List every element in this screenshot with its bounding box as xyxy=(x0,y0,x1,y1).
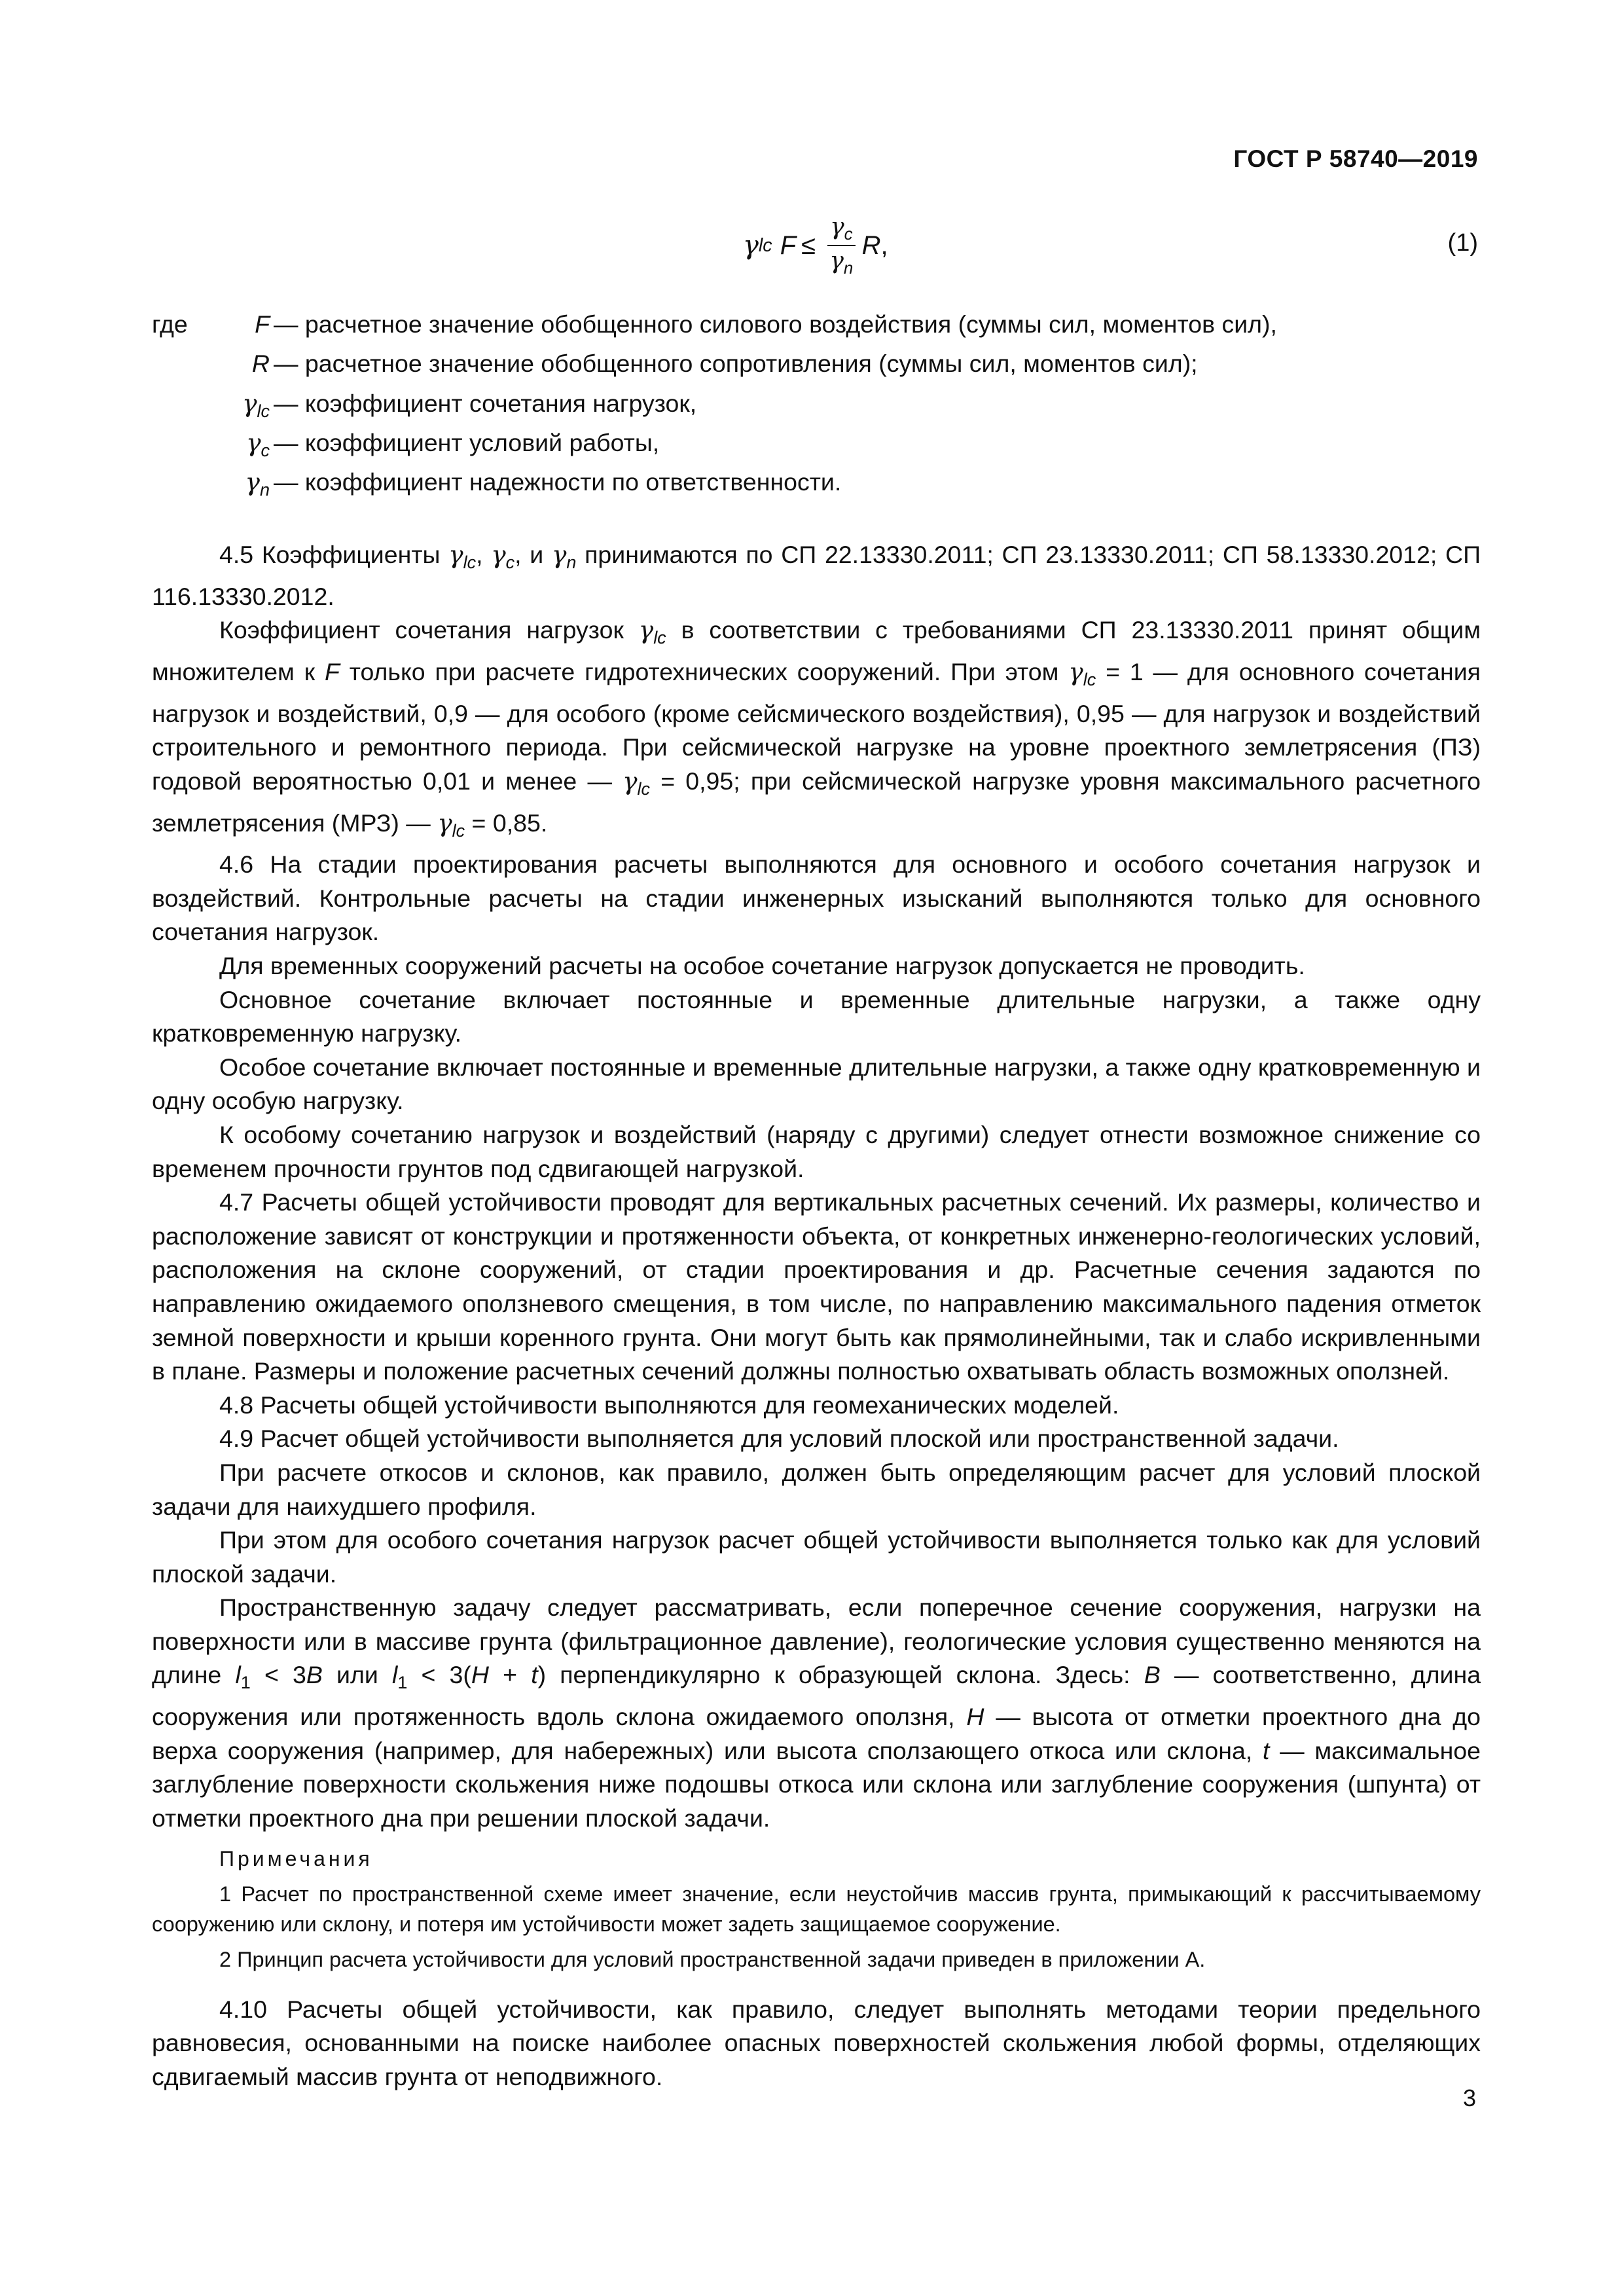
paragraph-4-7: 4.7 Расчеты общей устойчивости проводят для вертикальных расчетных сечений. Их размеры, количество и расположение зависят от конструкции и протяженности объекта, от конкретных инженерно-геологических условий, расположения на склоне сооружений, от стадии проектирования и др. Расчетные сечения задаются по направлению ожидаемого оползневого смещения, в том числе, по направлению максимального падения отметок земной поверхности и крыши коренного грунта. Они могут быть как прямолинейными, так и слабо искривленными в плане. Размеры и положение расчетных сечений должны полностью охватывать область возможных оползней. xyxy=(152,1188,1481,1385)
where-label: где xyxy=(152,310,188,338)
definition-text: — коэффициент условий работы, xyxy=(274,429,660,456)
definition-symbol xyxy=(229,389,274,422)
text-run: < 3 xyxy=(264,1661,306,1689)
formula-numerator xyxy=(827,213,855,246)
definition-item xyxy=(152,389,1481,428)
text-run: только при расчете гидротехнических сооружений. При этом xyxy=(349,657,1059,685)
formula-den-sub: n xyxy=(843,259,854,278)
equation-number: (1) xyxy=(1447,229,1478,257)
definition-sub: c xyxy=(261,441,270,461)
gamma-symbol: γ xyxy=(623,766,638,795)
definition-gamma: γ xyxy=(245,467,260,496)
paragraph-4-6: 4.6 На стадии проектирования расчеты выполняются для основного и особого сочетания нагрузок и воздействий. Контрольные расчеты на стадии инженерных изысканий выполняются только для основного сочетания нагрузок. xyxy=(152,850,1481,946)
definition-sub: lc xyxy=(257,401,270,422)
notes-heading: Примечания xyxy=(219,1846,373,1870)
symbol-l: l xyxy=(391,1661,398,1689)
definition-text: — коэффициент надежности по ответственности. xyxy=(274,468,842,496)
text-run: , и xyxy=(514,541,544,568)
paragraph-4-9-slopes: При расчете откосов и склонов, как правило, должен быть определяющим расчет для условий плоской задачи для наихудшего профиля. xyxy=(152,1458,1481,1520)
paragraph-4-5-coefficient xyxy=(152,613,1481,848)
standard-number: ГОСТ Р 58740—2019 xyxy=(1233,145,1478,172)
symbol-B: B xyxy=(1144,1661,1161,1689)
gamma-symbol: γ xyxy=(638,615,654,645)
page-number: 3 xyxy=(1462,2085,1476,2111)
gamma-sub: lc xyxy=(463,553,477,573)
formula-den-gamma: γ xyxy=(829,247,844,275)
text-run: = 0,85. xyxy=(471,809,548,837)
definition-symbol: R xyxy=(251,350,270,377)
formula-sub-lc: lc xyxy=(758,234,772,256)
text-run: = 0,95; при сейсмической нагрузке уровня максимального расчетного землетрясения (МРЗ) — xyxy=(152,767,1481,837)
paragraph-4-8: 4.8 Расчеты общей устойчивости выполняются для геомеханических моделей. xyxy=(219,1391,1119,1419)
definition-text: — расчетное значение обобщенного силового воздействия (суммы сил, моментов сил), xyxy=(274,310,1277,338)
text-run: + xyxy=(489,1661,532,1689)
formula-block xyxy=(0,208,1624,287)
definition-text: — расчетное значение обобщенного сопротивления (суммы сил, моментов сил); xyxy=(274,350,1198,377)
definitions-list xyxy=(152,310,1481,507)
definition-gamma: γ xyxy=(242,389,257,418)
gamma-sub: lc xyxy=(452,820,465,841)
symbol-sub: 1 xyxy=(240,1673,251,1693)
formula-1 xyxy=(743,213,888,278)
definition-symbol xyxy=(229,467,274,500)
paragraph-4-9: 4.9 Расчет общей устойчивости выполняется для условий плоской или пространственной задачи. xyxy=(219,1425,1339,1453)
symbol-t: t xyxy=(1262,1736,1270,1764)
formula-num-sub: c xyxy=(844,225,853,244)
gamma-symbol: γ xyxy=(551,540,567,569)
paragraph-4-6-reduction: К особому сочетанию нагрузок и воздействий (наряду с другими) следует отнести возможное снижение со временем прочности грунтов под сдвигающей нагрузкой. xyxy=(152,1120,1481,1182)
text-run: 4.5 Коэффициенты xyxy=(219,541,441,568)
paragraph-4-6-temporary: Для временных сооружений расчеты на особое сочетание нагрузок допускается не проводить. xyxy=(219,952,1305,979)
text-run: , xyxy=(476,541,483,568)
formula-leq: ≤ xyxy=(801,230,816,260)
gamma-sub: n xyxy=(566,553,577,573)
definition-item xyxy=(152,350,1481,389)
text-run: < 3( xyxy=(421,1661,471,1689)
formula-R: R xyxy=(861,230,881,260)
gamma-symbol: γ xyxy=(437,808,452,837)
definition-sub: n xyxy=(259,480,270,500)
formula-num-gamma: γ xyxy=(830,213,844,240)
paragraph-4-9-spatial xyxy=(152,1591,1481,1835)
paragraph-4-6-basic: Основное сочетание включает постоянные и временные длительные нагрузки, а также одну кратковременную нагрузку. xyxy=(152,985,1481,1048)
symbol-F: F xyxy=(324,657,340,685)
symbol-H: H xyxy=(966,1703,984,1731)
symbol-t: t xyxy=(531,1661,538,1689)
definition-text: — коэффициент сочетания нагрузок, xyxy=(274,390,697,417)
gamma-symbol: γ xyxy=(1068,657,1083,686)
body-text xyxy=(152,538,1481,2094)
formula-fraction xyxy=(827,213,855,278)
paragraph-4-6-special: Особое сочетание включает постоянные и временные длительные нагрузки, а также одну кратковременную и одну особую нагрузку. xyxy=(152,1053,1481,1115)
text-run: в соответствии с требованиями СП 23.13330.2011 принят общим множителем к xyxy=(152,616,1481,685)
symbol-B: B xyxy=(306,1661,323,1689)
gamma-symbol: γ xyxy=(491,540,506,569)
note-item: 2 Принцип расчета устойчивости для условий пространственной задачи приведен в приложении А. xyxy=(219,1947,1206,1971)
gamma-sub: lc xyxy=(653,628,666,648)
paragraph-4-10: 4.10 Расчеты общей устойчивости, как правило, следует выполнять методами теории предельного равновесия, основанными на поиске наиболее опасных поверхностей скольжения любой формы, отделяющих сдвигаемый массив грунта от неподвижного. xyxy=(152,1995,1481,2090)
paragraph-4-5 xyxy=(152,538,1481,613)
text-run: принимаются по СП 22.13330.2011; СП 23.13330.2011; СП 58.13330.2012; СП 116.13330.2012. xyxy=(152,541,1481,610)
definition-gamma: γ xyxy=(246,428,261,457)
text-run: — максимальное заглубление поверхности скольжения ниже подошвы откоса или склона или заглубление сооружения (шпунта) от отметки проектного дна при решении плоской задачи. xyxy=(152,1736,1481,1832)
text-run: = 1 — для основного сочетания нагрузок и воздействий, 0,9 — для особого (кроме сейсмического воздействия), 0,95 — для нагрузок и воздействий строительного и ремонтного периода. При сейсмической нагрузке на уровне проектного землетрясения (ПЗ) годовой вероятностью 0,01 и менее — xyxy=(152,657,1481,795)
formula-F: F xyxy=(780,230,797,260)
gamma-sub: lc xyxy=(637,778,651,799)
text-run: Коэффициент сочетания нагрузок xyxy=(219,616,624,644)
definition-item xyxy=(152,467,1481,507)
note-item: 1 Расчет по пространственной схеме имеет значение, если неустойчив массив грунта, примыкающий к рассчитываемому сооружению или склону, и потеря им устойчивости может задеть защищаемое сооружение. xyxy=(152,1882,1481,1936)
text-run: — высота от отметки проектного дна до верха сооружения (например, для набережных) или высота сползающего откоса или склона, xyxy=(152,1703,1481,1764)
gamma-symbol: γ xyxy=(448,540,463,569)
paragraph-4-9-special: При этом для особого сочетания нагрузок расчет общей устойчивости выполняется только как для условий плоской задачи. xyxy=(152,1526,1481,1588)
gamma-sub: c xyxy=(505,553,515,573)
definition-symbol xyxy=(229,428,274,461)
text-run: — соответственно, длина сооружения или протяженность вдоль склона ожидаемого оползня, xyxy=(152,1661,1481,1731)
formula-gamma-lc: γ xyxy=(743,230,759,261)
text-run: ) перпендикулярно к образующей склона. Здесь: xyxy=(537,1661,1130,1689)
formula-denominator xyxy=(829,246,853,278)
formula-tail: , xyxy=(880,230,888,260)
gamma-sub: lc xyxy=(1083,670,1096,690)
text-run: или xyxy=(336,1661,378,1689)
definition-item xyxy=(152,428,1481,467)
symbol-H: H xyxy=(471,1661,489,1689)
symbol-sub: 1 xyxy=(397,1673,408,1693)
definition-symbol: F xyxy=(255,310,270,338)
definition-item xyxy=(152,310,1481,350)
text-run: Пространственную задачу следует рассматривать, если поперечное сечение сооружения, нагрузки на поверхности или в массиве грунта (фильтрационное давление), геологические условия существенно меняются на длине xyxy=(152,1594,1481,1689)
symbol-l: l xyxy=(235,1661,241,1689)
